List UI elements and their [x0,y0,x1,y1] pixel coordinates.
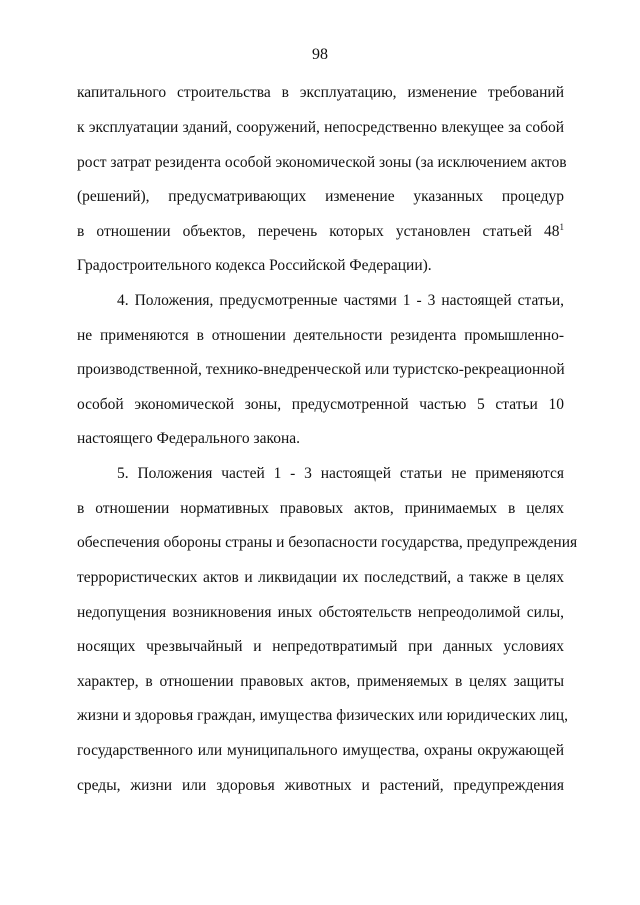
text-line-with-superscript [77,222,564,242]
text-line: обеспечения обороны страны и безопасности государства, предупреждения [77,534,578,551]
text-line: производственной, технико-внедренческой или туристско-рекреационной [77,361,565,378]
text-line: недопущения возникновения иных обстоятельств непреодолимой силы, [77,604,564,621]
page-number: 98 [312,46,328,63]
text-line: в отношении нормативных правовых актов, принимаемых в целях [77,500,564,517]
text-line: характер, в отношении правовых актов, применяемых в целях защиты [77,673,564,690]
text-line: рост затрат резидента особой экономической зоны (за исключением актов [77,154,567,171]
text-line: (решений), предусматривающих изменение указанных процедур [77,188,564,205]
text-line: жизни и здоровья граждан, имущества физических или юридических лиц, [77,707,568,724]
text-line: к эксплуатации зданий, сооружений, непосредственно влекущее за собой [77,119,564,136]
text-line: государственного или муниципального имущества, охраны окружающей [77,742,564,759]
paragraph-first-line: 5. Положения частей 1 - 3 настоящей статьи не применяются [117,465,564,482]
text-line: террористических актов и ликвидации их последствий, а также в целях [77,569,564,586]
text-line: среды, жизни или здоровья животных и растений, предупреждения [77,777,564,794]
text-line: не применяются в отношении деятельности резидента промышленно- [77,327,564,344]
text-line: носящих чрезвычайный и непредотвратимый при данных условиях [77,638,564,655]
text-line: настоящего Федерального закона. [77,430,301,447]
superscript-marker: 1 [559,221,564,232]
text-line: капитального строительства в эксплуатацию, изменение требований [77,84,564,101]
text-line: Градостроительного кодекса Российской Федерации). [77,257,432,274]
paragraph-first-line: 4. Положения, предусмотренные частями 1 - 3 настоящей статьи, [117,292,564,309]
text-line: в отношении объектов, перечень которых установлен статьей 48 [77,223,560,240]
text-line: особой экономической зоны, предусмотренной частью 5 статьи 10 [77,396,564,413]
